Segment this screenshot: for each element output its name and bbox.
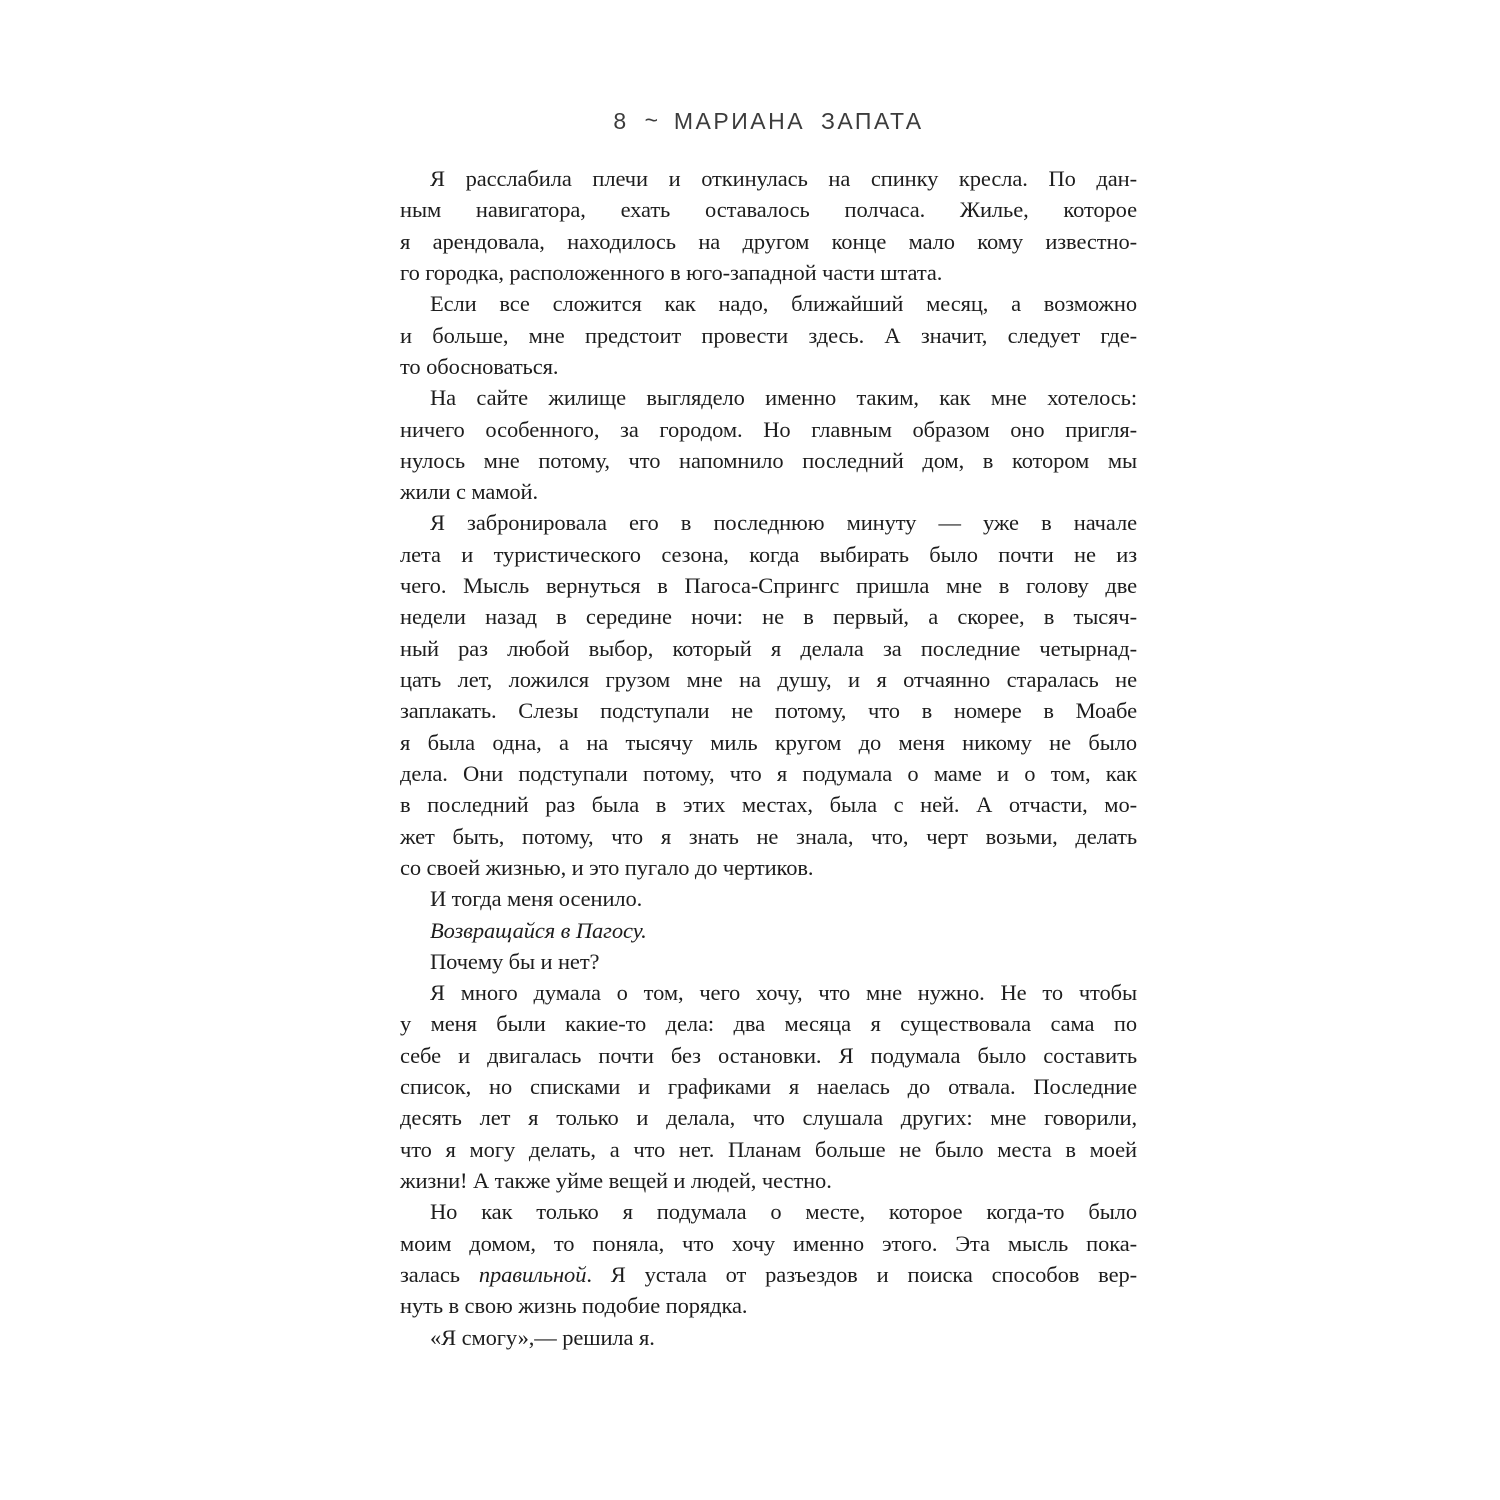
- text-line: Я расслабила плечи и откинулась на спинку кресла. По дан-: [430, 166, 1137, 191]
- text-line: нуть в свою жизнь подобие порядка.: [400, 1293, 748, 1319]
- text-line: цать лет, ложился грузом мне на душу, и я отчаянно старалась не: [400, 667, 1137, 692]
- text-line: то обосноваться.: [400, 353, 559, 379]
- text-line: в последний раз была в этих местах, была с ней. А отчасти, мо-: [400, 792, 1137, 818]
- text-line: себе и двигалась почти без остановки. Я подумала было составить: [400, 1042, 1137, 1068]
- text-line: нулось мне потому, что напомнило последний дом, в котором мы: [400, 447, 1137, 473]
- text-line: заплакать. Слезы подступали не потому, что в номере в Моабе: [400, 698, 1137, 724]
- text-line: и больше, мне предстоит провести здесь. А значит, следует где-: [400, 322, 1137, 348]
- text-line: десять лет я только и делала, что слушала других: мне говорили,: [400, 1105, 1137, 1131]
- text-line: го городка, расположенного в юго-западной части штата.: [400, 259, 943, 285]
- text-line: список, но списками и графиками я наелась до отвала. Последние: [400, 1074, 1137, 1100]
- text-line: Возвращайся в Пагосу.: [430, 917, 647, 943]
- text-line: залась правильной. Я устала от разъездов и поиска способов вер-: [400, 1261, 1137, 1287]
- paragraph: [400, 163, 1137, 288]
- paragraph: [400, 288, 1137, 382]
- text-line: со своей жизнью, и это пугало до чертиков.: [400, 854, 814, 880]
- paragraph: [400, 915, 1137, 946]
- running-header: [400, 108, 1137, 134]
- text-line: Почему бы и нет?: [430, 948, 600, 974]
- text-line: ный раз любой выбор, который я делала за последние четырнад-: [400, 635, 1137, 661]
- text-line: «Я смогу»,— решила я.: [430, 1324, 655, 1350]
- text-line: у меня были какие-то дела: два месяца я существовала сама по: [400, 1011, 1137, 1037]
- paragraph: [400, 977, 1137, 1196]
- page-body: [400, 163, 1137, 1353]
- page-number: 8: [613, 108, 629, 134]
- text-line: И тогда меня осенило.: [430, 886, 643, 912]
- paragraph: [400, 1196, 1137, 1321]
- paragraph: [400, 507, 1137, 883]
- text-line: я арендовала, находилось на другом конце мало кому известно-: [400, 228, 1137, 254]
- text-line: Я забронировала его в последнюю минуту — уже в начале: [430, 510, 1137, 536]
- text-line: жизни! А также уйме вещей и людей, честно.: [400, 1168, 832, 1193]
- text-line: дела. Они подступали потому, что я подумала о маме и о том, как: [400, 760, 1137, 786]
- text-line: недели назад в середине ночи: не в первый, а скорее, в тысяч-: [400, 604, 1137, 630]
- text-line: Я много думала о том, чего хочу, что мне нужно. Не то чтобы: [430, 980, 1137, 1006]
- text-line: жет быть, потому, что я знать не знала, что, черт возьми, делать: [400, 823, 1137, 849]
- paragraph: [400, 883, 1137, 914]
- paragraph: [400, 382, 1137, 507]
- header-separator: ~: [644, 107, 658, 133]
- text-line: что я могу делать, а что нет. Планам больше не было места в моей: [400, 1136, 1137, 1162]
- text-line: я была одна, а на тысячу миль кругом до меня никому не было: [400, 729, 1137, 755]
- text-line: Но как только я подумала о месте, которое когда-то было: [430, 1199, 1137, 1225]
- paragraph: [400, 946, 1137, 977]
- text-line: Если все сложится как надо, ближайший месяц, а возможно: [430, 291, 1137, 317]
- author-name: МАРИАНА ЗАПАТА: [673, 108, 924, 134]
- text-line: ным навигатора, ехать оставалось полчаса. Жилье, которое: [400, 197, 1137, 223]
- text-line: чего. Мысль вернуться в Пагоса-Спрингс пришла мне в голову две: [400, 573, 1137, 599]
- text-line: ничего особенного, за городом. Но главным образом оно пригля-: [400, 416, 1137, 442]
- text-line: На сайте жилище выглядело именно таким, как мне хотелось:: [430, 385, 1137, 411]
- text-line: жили с мамой.: [400, 479, 539, 505]
- paragraph: [400, 1322, 1137, 1353]
- text-line: лета и туристического сезона, когда выбирать было почти не из: [400, 541, 1137, 567]
- text-line: моим домом, то поняла, что хочу именно этого. Эта мысль пока-: [400, 1230, 1137, 1256]
